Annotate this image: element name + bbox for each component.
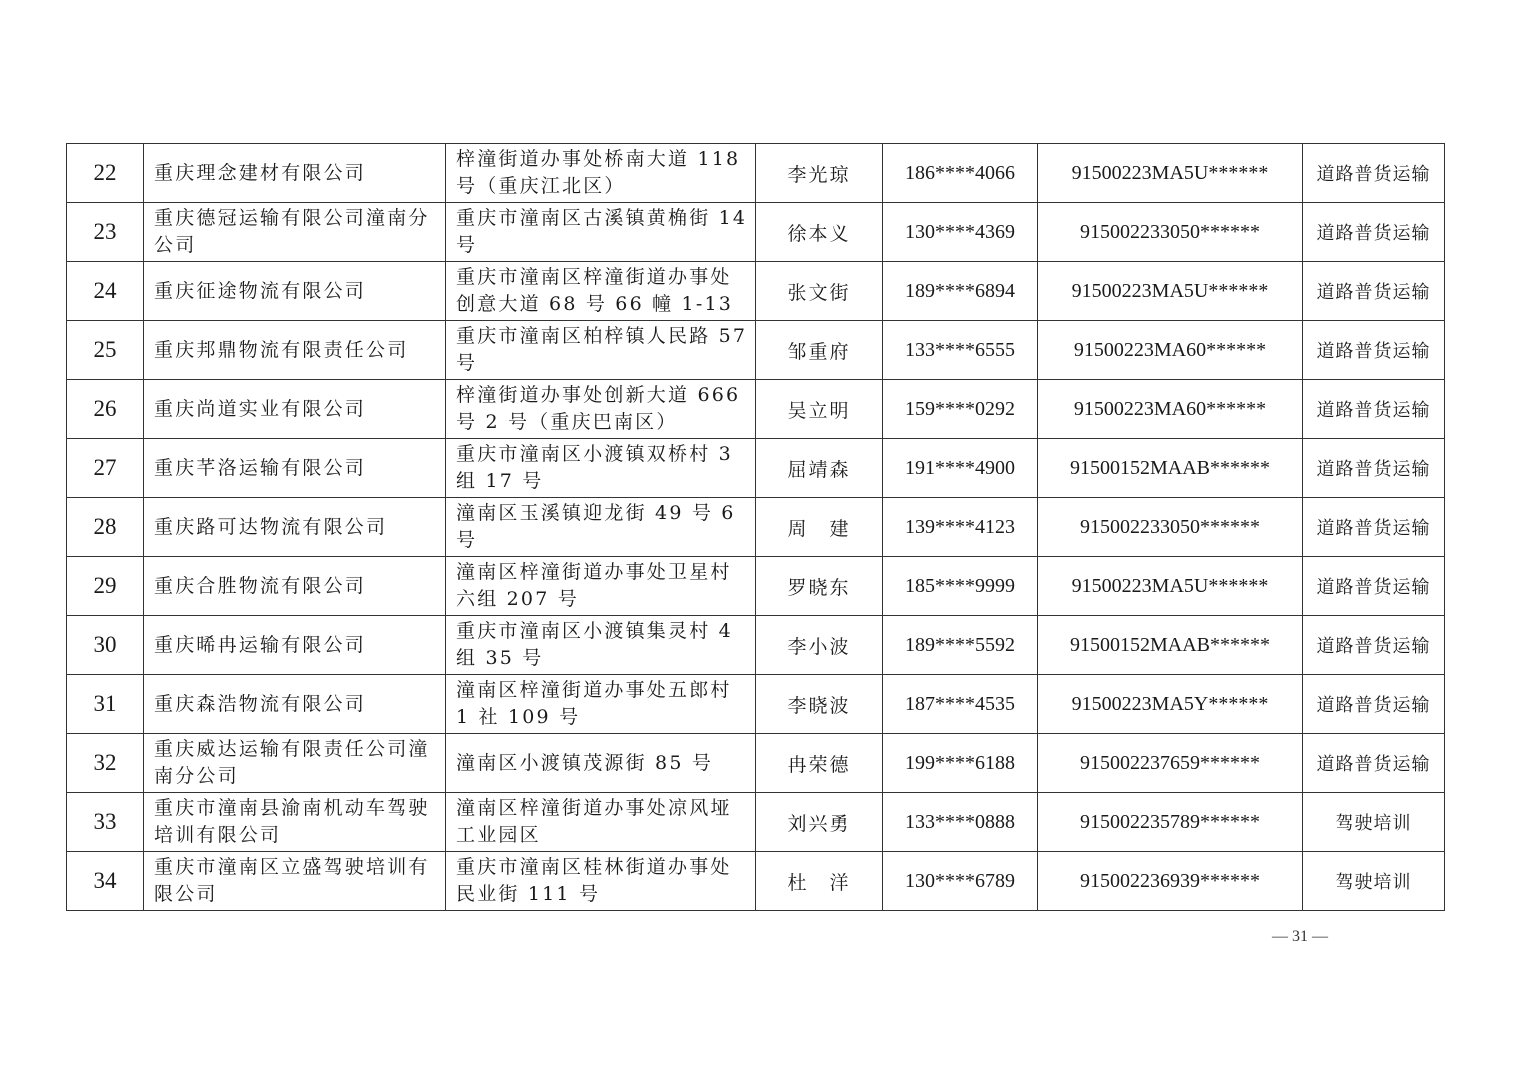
business-type-cell: 道路普货运输 (1303, 498, 1445, 557)
contact-person-cell: 冉荣德 (756, 734, 883, 793)
table-row (67, 439, 1445, 498)
row-number-cell: 23 (67, 203, 144, 262)
company-name-cell: 重庆理念建材有限公司 (144, 144, 446, 203)
company-name-cell: 重庆森浩物流有限公司 (144, 675, 446, 734)
table-row (67, 852, 1445, 911)
company-name-cell: 重庆路可达物流有限公司 (144, 498, 446, 557)
business-type-cell: 道路普货运输 (1303, 616, 1445, 675)
address-cell: 重庆市潼南区梓潼街道办事处创意大道 68 号 66 幢 1-13 (446, 262, 756, 321)
business-type-cell: 道路普货运输 (1303, 321, 1445, 380)
credit-code-cell: 91500223MA5U****** (1038, 557, 1303, 616)
phone-cell: 189****6894 (883, 262, 1038, 321)
contact-person-cell: 吴立明 (756, 380, 883, 439)
company-name-cell: 重庆威达运输有限责任公司潼南分公司 (144, 734, 446, 793)
table-row (67, 557, 1445, 616)
credit-code-cell: 915002233050****** (1038, 203, 1303, 262)
address-cell: 重庆市潼南区小渡镇双桥村 3 组 17 号 (446, 439, 756, 498)
phone-cell: 187****4535 (883, 675, 1038, 734)
address-cell: 梓潼街道办事处桥南大道 118 号（重庆江北区） (446, 144, 756, 203)
company-name-cell: 重庆合胜物流有限公司 (144, 557, 446, 616)
page-number: — 31 — (1272, 928, 1328, 945)
row-number-cell: 25 (67, 321, 144, 380)
address-cell: 重庆市潼南区小渡镇集灵村 4 组 35 号 (446, 616, 756, 675)
credit-code-cell: 91500152MAAB****** (1038, 616, 1303, 675)
credit-code-cell: 91500223MA60****** (1038, 321, 1303, 380)
contact-person-cell: 刘兴勇 (756, 793, 883, 852)
business-type-cell: 道路普货运输 (1303, 439, 1445, 498)
table-body (67, 144, 1445, 911)
phone-cell: 159****0292 (883, 380, 1038, 439)
company-name-cell: 重庆尚道实业有限公司 (144, 380, 446, 439)
contact-person-cell: 屈靖森 (756, 439, 883, 498)
credit-code-cell: 91500152MAAB****** (1038, 439, 1303, 498)
business-type-cell: 道路普货运输 (1303, 734, 1445, 793)
business-type-cell: 道路普货运输 (1303, 380, 1445, 439)
row-number-cell: 34 (67, 852, 144, 911)
address-cell: 重庆市潼南区桂林街道办事处民业街 111 号 (446, 852, 756, 911)
row-number-cell: 27 (67, 439, 144, 498)
company-name-cell: 重庆德冠运输有限公司潼南分公司 (144, 203, 446, 262)
credit-code-cell: 915002233050****** (1038, 498, 1303, 557)
table-row (67, 262, 1445, 321)
address-cell: 潼南区梓潼街道办事处卫星村六组 207 号 (446, 557, 756, 616)
address-cell: 潼南区梓潼街道办事处凉风垭工业园区 (446, 793, 756, 852)
row-number-cell: 31 (67, 675, 144, 734)
row-number-cell: 33 (67, 793, 144, 852)
contact-person-cell: 徐本义 (756, 203, 883, 262)
business-type-cell: 驾驶培训 (1303, 852, 1445, 911)
row-number-cell: 22 (67, 144, 144, 203)
table-row (67, 321, 1445, 380)
company-name-cell: 重庆市潼南区立盛驾驶培训有限公司 (144, 852, 446, 911)
company-name-cell: 重庆邦鼎物流有限责任公司 (144, 321, 446, 380)
row-number-cell: 28 (67, 498, 144, 557)
business-type-cell: 道路普货运输 (1303, 203, 1445, 262)
enterprise-table (66, 143, 1445, 911)
phone-cell: 186****4066 (883, 144, 1038, 203)
contact-person-cell: 李晓波 (756, 675, 883, 734)
address-cell: 潼南区玉溪镇迎龙街 49 号 6 号 (446, 498, 756, 557)
phone-cell: 139****4123 (883, 498, 1038, 557)
company-name-cell: 重庆市潼南县渝南机动车驾驶培训有限公司 (144, 793, 446, 852)
phone-cell: 130****4369 (883, 203, 1038, 262)
table-row (67, 734, 1445, 793)
address-cell: 重庆市潼南区柏梓镇人民路 57 号 (446, 321, 756, 380)
table-row (67, 144, 1445, 203)
contact-person-cell: 李小波 (756, 616, 883, 675)
credit-code-cell: 91500223MA5Y****** (1038, 675, 1303, 734)
business-type-cell: 道路普货运输 (1303, 557, 1445, 616)
business-type-cell: 驾驶培训 (1303, 793, 1445, 852)
row-number-cell: 32 (67, 734, 144, 793)
table-row (67, 675, 1445, 734)
contact-person-cell: 杜 洋 (756, 852, 883, 911)
address-cell: 梓潼街道办事处创新大道 666 号 2 号（重庆巴南区） (446, 380, 756, 439)
credit-code-cell: 915002236939****** (1038, 852, 1303, 911)
address-cell: 潼南区小渡镇茂源街 85 号 (446, 734, 756, 793)
table-row (67, 498, 1445, 557)
phone-cell: 189****5592 (883, 616, 1038, 675)
credit-code-cell: 91500223MA60****** (1038, 380, 1303, 439)
business-type-cell: 道路普货运输 (1303, 144, 1445, 203)
credit-code-cell: 91500223MA5U****** (1038, 262, 1303, 321)
contact-person-cell: 李光琼 (756, 144, 883, 203)
row-number-cell: 26 (67, 380, 144, 439)
company-name-cell: 重庆芊洛运输有限公司 (144, 439, 446, 498)
table-row (67, 203, 1445, 262)
address-cell: 潼南区梓潼街道办事处五郎村 1 社 109 号 (446, 675, 756, 734)
credit-code-cell: 915002235789****** (1038, 793, 1303, 852)
row-number-cell: 24 (67, 262, 144, 321)
phone-cell: 199****6188 (883, 734, 1038, 793)
table-row (67, 793, 1445, 852)
row-number-cell: 29 (67, 557, 144, 616)
row-number-cell: 30 (67, 616, 144, 675)
table-row (67, 380, 1445, 439)
contact-person-cell: 罗晓东 (756, 557, 883, 616)
phone-cell: 133****6555 (883, 321, 1038, 380)
business-type-cell: 道路普货运输 (1303, 675, 1445, 734)
company-name-cell: 重庆晞冉运输有限公司 (144, 616, 446, 675)
credit-code-cell: 91500223MA5U****** (1038, 144, 1303, 203)
phone-cell: 185****9999 (883, 557, 1038, 616)
contact-person-cell: 周 建 (756, 498, 883, 557)
phone-cell: 133****0888 (883, 793, 1038, 852)
company-name-cell: 重庆征途物流有限公司 (144, 262, 446, 321)
contact-person-cell: 邹重府 (756, 321, 883, 380)
phone-cell: 191****4900 (883, 439, 1038, 498)
table-row (67, 616, 1445, 675)
credit-code-cell: 915002237659****** (1038, 734, 1303, 793)
phone-cell: 130****6789 (883, 852, 1038, 911)
contact-person-cell: 张文街 (756, 262, 883, 321)
address-cell: 重庆市潼南区古溪镇黄桷街 14 号 (446, 203, 756, 262)
business-type-cell: 道路普货运输 (1303, 262, 1445, 321)
